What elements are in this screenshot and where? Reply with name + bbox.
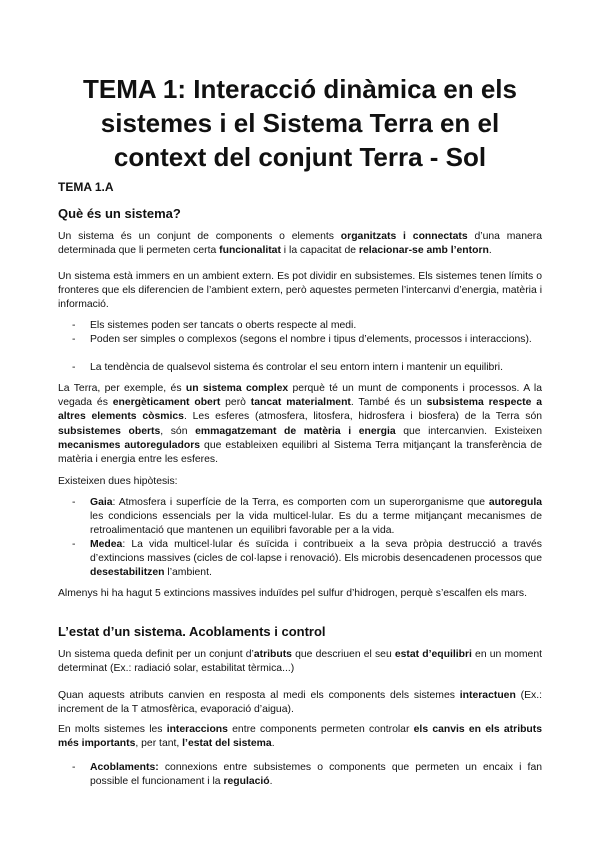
list-item: - La tendència de qualsevol sistema és controlar el seu entorn intern i mantenir un equilibri. bbox=[58, 361, 542, 375]
paragraph-terra: La Terra, per exemple, és un sistema complex perquè té un munt de components i processos. A la vegada és energèticament obert però tancat materialment. També és un subsistema respecte a altres elements còsmics. Les esferes (atmosfera, litosfera, hidrosfera i biosfera) de la Terra són subsistemes oberts, són emmagatzemant de matèria i energia que intercanvien. Existeixen mecanismes autoreguladors que estableixen equilibri al Sistema Terra mitjançant la transferència de matèria i energia entre les esferes. bbox=[58, 383, 543, 466]
paragraph-definition: Un sistema és un conjunt de components o elements organitzats i connectats d’una manera determinada que li permeten certa funcionalitat i la capacitat de relacionar-se amb l’entorn. bbox=[58, 231, 542, 257]
paragraph-ambient: Un sistema està immers en un ambient extern. Es pot dividir en subsistemes. Els sistemes tenen límits o fronteres que els diferencien de l’ambient extern, però aquestes permeten l’intercanvi d’energia, matèria i informació. bbox=[58, 271, 542, 311]
list-item-medea: - Medea: La vida multicel·lular és suïcida i contribueix a la seva pròpia destrucció a través d’extincions massives (cicles de col·lapse i renovació). Els microbis desencadenen processos que desestabilitzen l’ambient. bbox=[72, 539, 542, 579]
section-heading-sistema: Què és un sistema? bbox=[58, 206, 181, 221]
list-item-gaia: - Gaia: Atmosfera i superfície de la Terra, es comporten com un superorganisme que autoregula les condicions essencials per la vida multicel·lular. Es du a terme mitjançant mecanismes de retroalimentació que mantenen un equilibri favorable per a la vida. bbox=[72, 497, 542, 537]
section-heading-estat: L’estat d’un sistema. Acoblaments i control bbox=[58, 624, 326, 639]
title-line-2: sistemes i el Sistema Terra en el bbox=[100, 108, 500, 138]
list-dash: - bbox=[72, 320, 76, 331]
paragraph-hipotesis: Existeixen dues hipòtesis: bbox=[58, 476, 178, 487]
list-dash: - bbox=[72, 334, 76, 345]
paragraph-extincions: Almenys hi ha hagut 5 extincions massives induïdes pel sulfur d’hidrogen, perquè s’escalfen els mars. bbox=[58, 588, 527, 599]
page-title bbox=[40, 72, 560, 174]
list-item: - Poden ser simples o complexos (segons el nombre i tipus d’elements, processos i interaccions). bbox=[58, 333, 542, 347]
title-line-1: TEMA 1: Interacció dinàmica en els bbox=[83, 74, 517, 104]
list-dash: - bbox=[72, 762, 76, 773]
list-dash: - bbox=[72, 539, 76, 550]
paragraph-interaccions: En molts sistemes les interaccions entre components permeten controlar els canvis en els atributs més importants, per tant, l’estat del sistema. bbox=[58, 724, 543, 750]
tema-label: TEMA 1.A bbox=[58, 180, 114, 194]
list-dash: - bbox=[72, 362, 76, 373]
paragraph-atributs: Un sistema queda definit per un conjunt d’atributs que descriuen el seu estat d’equilibri en un moment determinat (Ex.: radiació solar, estabilitat tèrmica...) bbox=[58, 649, 542, 675]
list-dash: - bbox=[72, 497, 76, 508]
list-item: - Els sistemes poden ser tancats o oberts respecte al medi. bbox=[58, 319, 542, 333]
paragraph-canvi: Quan aquests atributs canvien en resposta al medi els components dels sistemes interactuen (Ex.: increment de la T atmosfèrica, evaporació d’aigua). bbox=[58, 690, 542, 716]
title-line-3: context del conjunt Terra - Sol bbox=[113, 142, 487, 172]
list-item-acoblaments: - Acoblaments: connexions entre subsistemes o components que permeten un encaix i fan possible el funcionament i la regulació. bbox=[72, 762, 542, 788]
